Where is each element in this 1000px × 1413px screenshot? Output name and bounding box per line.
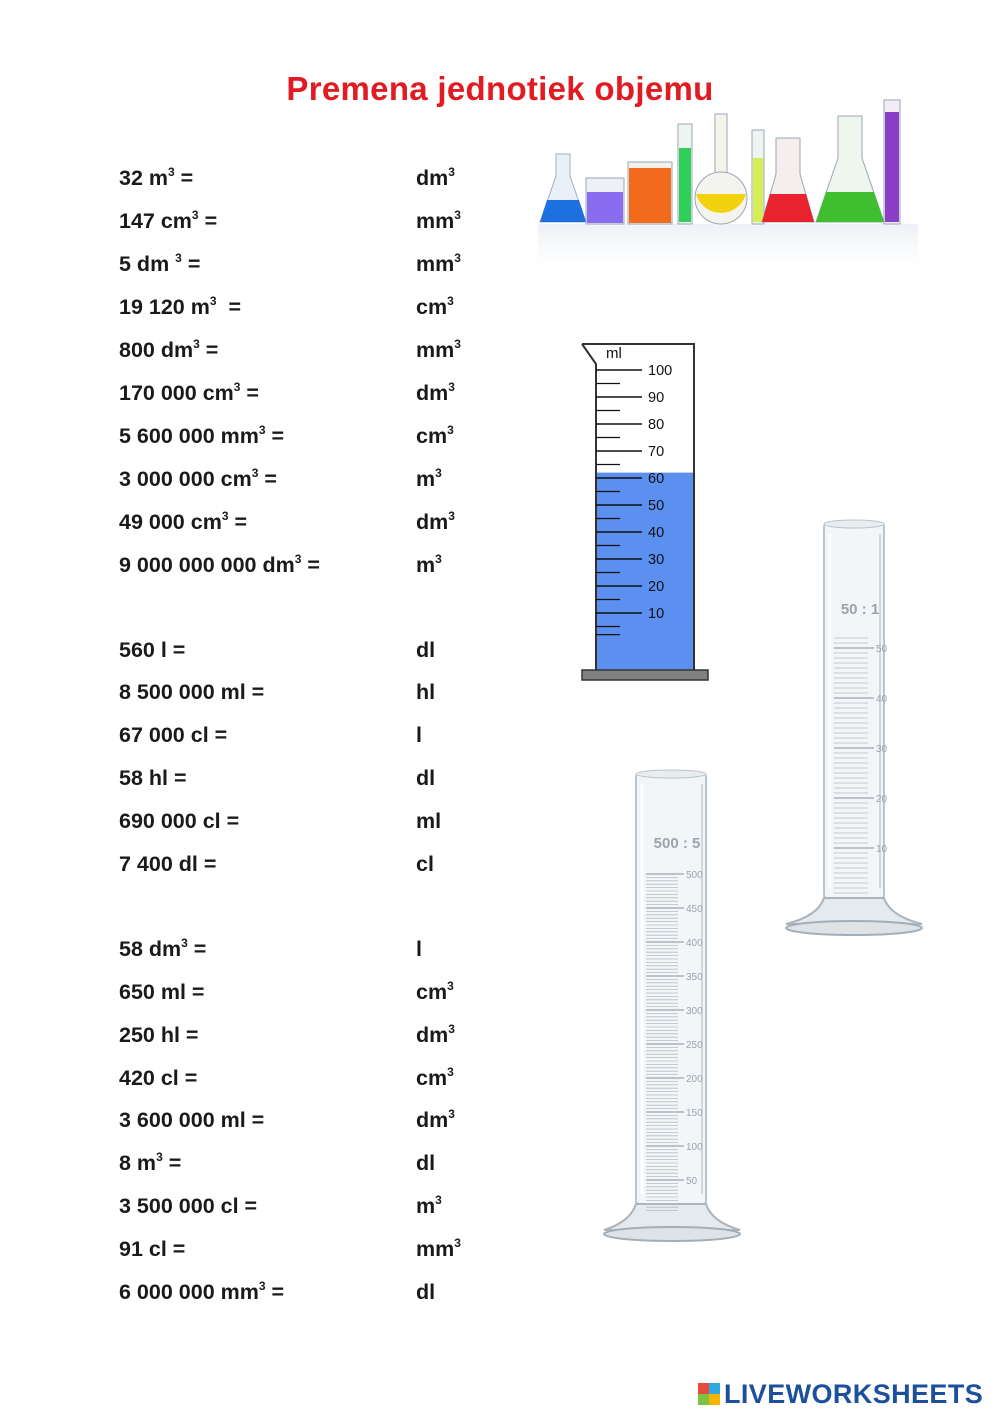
exercise-row [0, 1194, 560, 1226]
exercise-value: 19 120 m [119, 295, 210, 319]
exercise-question [119, 937, 206, 962]
exponent: 3 [181, 936, 188, 950]
cylinder-unit-label: ml [606, 345, 622, 362]
exercise-unit [416, 809, 441, 834]
exercise-row [0, 1066, 560, 1098]
exercise-value: 58 dm [119, 937, 182, 961]
exercise-unit [416, 1108, 455, 1133]
blue-measuring-cylinder [580, 340, 712, 684]
exercise-question [119, 980, 204, 1005]
answer-field[interactable] [260, 723, 400, 751]
exercise-row [0, 809, 560, 841]
exercise-row [0, 1151, 560, 1183]
answer-field[interactable] [260, 510, 400, 538]
equals-sign: = [181, 252, 201, 276]
exercise-value: 420 cl = [119, 1066, 198, 1090]
target-unit: mm [416, 252, 455, 276]
exercise-value: 147 cm [119, 209, 192, 233]
tick-label: 30 [648, 552, 665, 568]
exercise-question [119, 638, 185, 663]
exponent: 3 [258, 423, 266, 437]
tick-label: 10 [648, 606, 665, 622]
exercise-unit [416, 553, 442, 578]
equals-sign: = [198, 209, 218, 233]
exercise-row [0, 209, 560, 241]
exercise-row [0, 680, 560, 712]
tick-label: 50 [686, 1176, 698, 1187]
target-unit: m [416, 467, 436, 491]
exercise-unit [416, 252, 461, 277]
exercise-question [119, 1151, 181, 1176]
exercise-value: 9 000 000 000 dm [119, 553, 295, 577]
answer-field[interactable] [260, 295, 400, 323]
exercise-row [0, 1237, 560, 1269]
answer-field[interactable] [260, 1280, 400, 1308]
exponent: 3 [454, 1236, 461, 1250]
exponent: 3 [447, 979, 454, 993]
exercise-value: 650 ml = [119, 980, 205, 1004]
exercise-unit [416, 980, 454, 1005]
exercise-question [119, 381, 259, 406]
equals-sign: = [301, 553, 320, 577]
target-unit: cm [416, 1066, 448, 1090]
exercise-row [0, 553, 560, 585]
lab-glassware-image [538, 96, 918, 264]
liveworksheets-logo-icon [698, 1383, 720, 1405]
target-unit: dm [416, 166, 449, 190]
liveworksheets-logo [698, 1378, 983, 1410]
exponent: 3 [447, 294, 454, 308]
target-unit: m [416, 553, 436, 577]
target-unit: dm [416, 381, 449, 405]
equals-sign: = [174, 166, 194, 190]
tick-label: 300 [686, 1006, 703, 1017]
exercise-row [0, 766, 560, 798]
equals-sign: = [228, 510, 248, 534]
tick-label: 80 [648, 417, 665, 433]
page-title: Premena jednotiek objemu [286, 70, 714, 107]
exponent: 3 [454, 337, 461, 351]
target-unit: dl [416, 638, 436, 662]
exercise-question [119, 723, 227, 748]
equals-sign: = [162, 1151, 182, 1175]
target-unit: dl [416, 766, 436, 790]
target-unit: l [416, 937, 422, 961]
exponent: 3 [209, 294, 217, 308]
exercise-row [0, 1108, 560, 1140]
answer-field[interactable] [260, 467, 400, 495]
answer-field[interactable] [260, 166, 400, 194]
exercise-unit [416, 638, 435, 663]
answer-field[interactable] [260, 252, 400, 280]
answer-field[interactable] [260, 1151, 400, 1179]
exercise-row [0, 338, 560, 370]
exercise-question [119, 1066, 197, 1091]
exponent: 3 [448, 509, 455, 523]
tick-label: 500 [686, 870, 703, 881]
exercise-row [0, 252, 560, 284]
target-unit: m [416, 1194, 436, 1218]
equals-sign: = [265, 424, 285, 448]
exercise-value: 250 hl = [119, 1023, 199, 1047]
tick-label: 150 [686, 1108, 703, 1119]
answer-field[interactable] [260, 680, 400, 708]
tick-label: 400 [686, 938, 703, 949]
answer-field[interactable] [260, 209, 400, 237]
target-unit: dl [416, 1151, 436, 1175]
exercise-question [119, 809, 239, 834]
exponent: 3 [156, 1150, 163, 1164]
exercise-question [119, 338, 218, 363]
footer-brand: LIVEWORKSHEETS [724, 1378, 984, 1409]
exponent: 3 [168, 165, 175, 179]
exercise-unit [416, 1280, 435, 1305]
exercise-question [119, 295, 241, 320]
tick-label: 10 [876, 844, 888, 855]
equals-sign: = [199, 338, 219, 362]
exponent: 3 [233, 380, 241, 394]
liquid-fill [596, 473, 694, 670]
cylinder-label: 50 : 1 [840, 601, 880, 618]
tick-label: 100 [686, 1142, 703, 1153]
exercise-question [119, 166, 193, 191]
answer-field[interactable] [260, 638, 400, 666]
equals-sign: = [187, 937, 207, 961]
exponent: 3 [175, 251, 182, 265]
target-unit: dm [416, 510, 449, 534]
exponent: 3 [193, 337, 200, 351]
exercise-value: 690 000 cl = [119, 809, 240, 833]
answer-field[interactable] [260, 1023, 400, 1051]
exercise-row [0, 852, 560, 884]
exercise-question [119, 680, 264, 705]
exercise-row [0, 510, 560, 542]
exercise-unit [416, 166, 455, 191]
exercise-unit [416, 467, 442, 492]
exercise-row [0, 295, 560, 327]
exercise-unit [416, 510, 455, 535]
exercise-question [119, 1194, 257, 1219]
exercise-unit [416, 1151, 435, 1176]
answer-field[interactable] [260, 1108, 400, 1136]
equals-sign: = [240, 381, 259, 405]
small-glass-cylinder [782, 518, 926, 942]
exercise-value: 3 000 000 cm [119, 467, 252, 491]
target-unit: cm [416, 980, 448, 1004]
answer-field[interactable] [260, 937, 400, 965]
exercise-question [119, 1023, 198, 1048]
exercise-unit [416, 209, 461, 234]
tick-label: 50 [648, 498, 665, 514]
exponent: 3 [454, 251, 461, 265]
exercise-question [119, 467, 277, 492]
large-glass-cylinder [598, 768, 746, 1258]
exercise-value: 8 m [119, 1151, 157, 1175]
tick-label: 30 [876, 744, 888, 755]
exercise-unit [416, 381, 455, 406]
exercise-value: 91 cl = [119, 1237, 186, 1261]
target-unit: l [416, 723, 422, 747]
target-unit: dl [416, 1280, 436, 1304]
exponent: 3 [448, 1107, 455, 1121]
target-unit: mm [416, 338, 455, 362]
cylinder-label: 500 : 5 [653, 835, 701, 852]
exponent: 3 [435, 466, 442, 480]
exponent: 3 [221, 509, 229, 523]
exponent: 3 [448, 165, 455, 179]
exponent: 3 [435, 552, 442, 566]
target-unit: cm [416, 295, 448, 319]
exponent: 3 [251, 466, 259, 480]
tick-label: 20 [876, 794, 888, 805]
exercise-unit [416, 1194, 442, 1219]
exponent: 3 [191, 208, 199, 222]
tick-label: 200 [686, 1074, 703, 1085]
equals-sign: = [216, 295, 242, 319]
exercise-row [0, 424, 560, 456]
exercise-value: 7 400 dl = [119, 852, 217, 876]
exercise-row [0, 467, 560, 499]
exercise-value: 560 l = [119, 638, 186, 662]
target-unit: dm [416, 1108, 449, 1132]
target-unit: mm [416, 1237, 455, 1261]
exercise-question [119, 209, 217, 234]
exercise-value: 32 m [119, 166, 169, 190]
target-unit: mm [416, 209, 455, 233]
target-unit: hl [416, 680, 436, 704]
exercise-unit [416, 1237, 461, 1262]
exercise-row [0, 980, 560, 1012]
answer-field[interactable] [260, 809, 400, 837]
exercise-unit [416, 680, 435, 705]
exercise-unit [416, 338, 461, 363]
exercise-value: 5 600 000 mm [119, 424, 259, 448]
target-unit: cm [416, 424, 448, 448]
exercise-unit [416, 1066, 454, 1091]
exponent: 3 [448, 380, 455, 394]
exercise-unit [416, 723, 422, 748]
answer-field[interactable] [260, 381, 400, 409]
target-unit: cl [416, 852, 434, 876]
exercise-value: 67 000 cl = [119, 723, 228, 747]
exercise-value: 170 000 cm [119, 381, 234, 405]
tick-label: 50 [876, 644, 888, 655]
equals-sign: = [258, 467, 277, 491]
exercise-unit [416, 295, 454, 320]
exercise-question [119, 510, 247, 535]
exercise-question [119, 766, 187, 791]
exercise-value: 58 hl = [119, 766, 187, 790]
tick-label: 100 [648, 363, 673, 379]
answer-field[interactable] [260, 1066, 400, 1094]
answer-field[interactable] [260, 424, 400, 452]
exercise-value: 800 dm [119, 338, 194, 362]
answer-field[interactable] [260, 1237, 400, 1265]
exercise-row [0, 1023, 560, 1055]
exponent: 3 [435, 1193, 442, 1207]
exponent: 3 [447, 1065, 454, 1079]
exercise-unit [416, 424, 454, 449]
exercise-row [0, 638, 560, 670]
exercise-value: 8 500 000 ml = [119, 680, 265, 704]
exercise-value: 3 500 000 cl = [119, 1194, 258, 1218]
exercise-row [0, 166, 560, 198]
tick-label: 250 [686, 1040, 703, 1051]
exercise-unit [416, 852, 434, 877]
answer-field[interactable] [260, 553, 400, 581]
tick-label: 40 [648, 525, 665, 541]
exercise-question [119, 252, 200, 277]
exercise-row [0, 937, 560, 969]
answer-field[interactable] [260, 338, 400, 366]
exponent: 3 [448, 1022, 455, 1036]
answer-field[interactable] [260, 852, 400, 880]
answer-field[interactable] [260, 766, 400, 794]
exercise-row [0, 381, 560, 413]
exercise-question [119, 852, 216, 877]
exercise-question [119, 1108, 264, 1133]
equals-sign: = [265, 1280, 285, 1304]
exercise-unit [416, 1023, 455, 1048]
target-unit: dm [416, 1023, 449, 1047]
exercise-question [119, 1237, 185, 1262]
exercise-value: 3 600 000 ml = [119, 1108, 265, 1132]
tick-label: 40 [876, 694, 888, 705]
exercise-value: 6 000 000 mm [119, 1280, 259, 1304]
tick-label: 90 [648, 390, 665, 406]
exponent: 3 [294, 552, 302, 566]
exponent: 3 [258, 1279, 266, 1293]
answer-field[interactable] [260, 980, 400, 1008]
tick-label: 20 [648, 579, 665, 595]
target-unit: ml [416, 809, 442, 833]
exponent: 3 [447, 423, 454, 437]
tick-label: 450 [686, 904, 703, 915]
exercise-unit [416, 937, 422, 962]
exercise-row [0, 1280, 560, 1312]
tick-label: 70 [648, 444, 665, 460]
tick-label: 350 [686, 972, 703, 983]
tick-label: 60 [648, 471, 665, 487]
exponent: 3 [454, 208, 461, 222]
exercise-value: 49 000 cm [119, 510, 222, 534]
exercise-value: 5 dm [119, 252, 176, 276]
exercise-row [0, 723, 560, 755]
exercise-unit [416, 766, 435, 791]
answer-field[interactable] [260, 1194, 400, 1222]
